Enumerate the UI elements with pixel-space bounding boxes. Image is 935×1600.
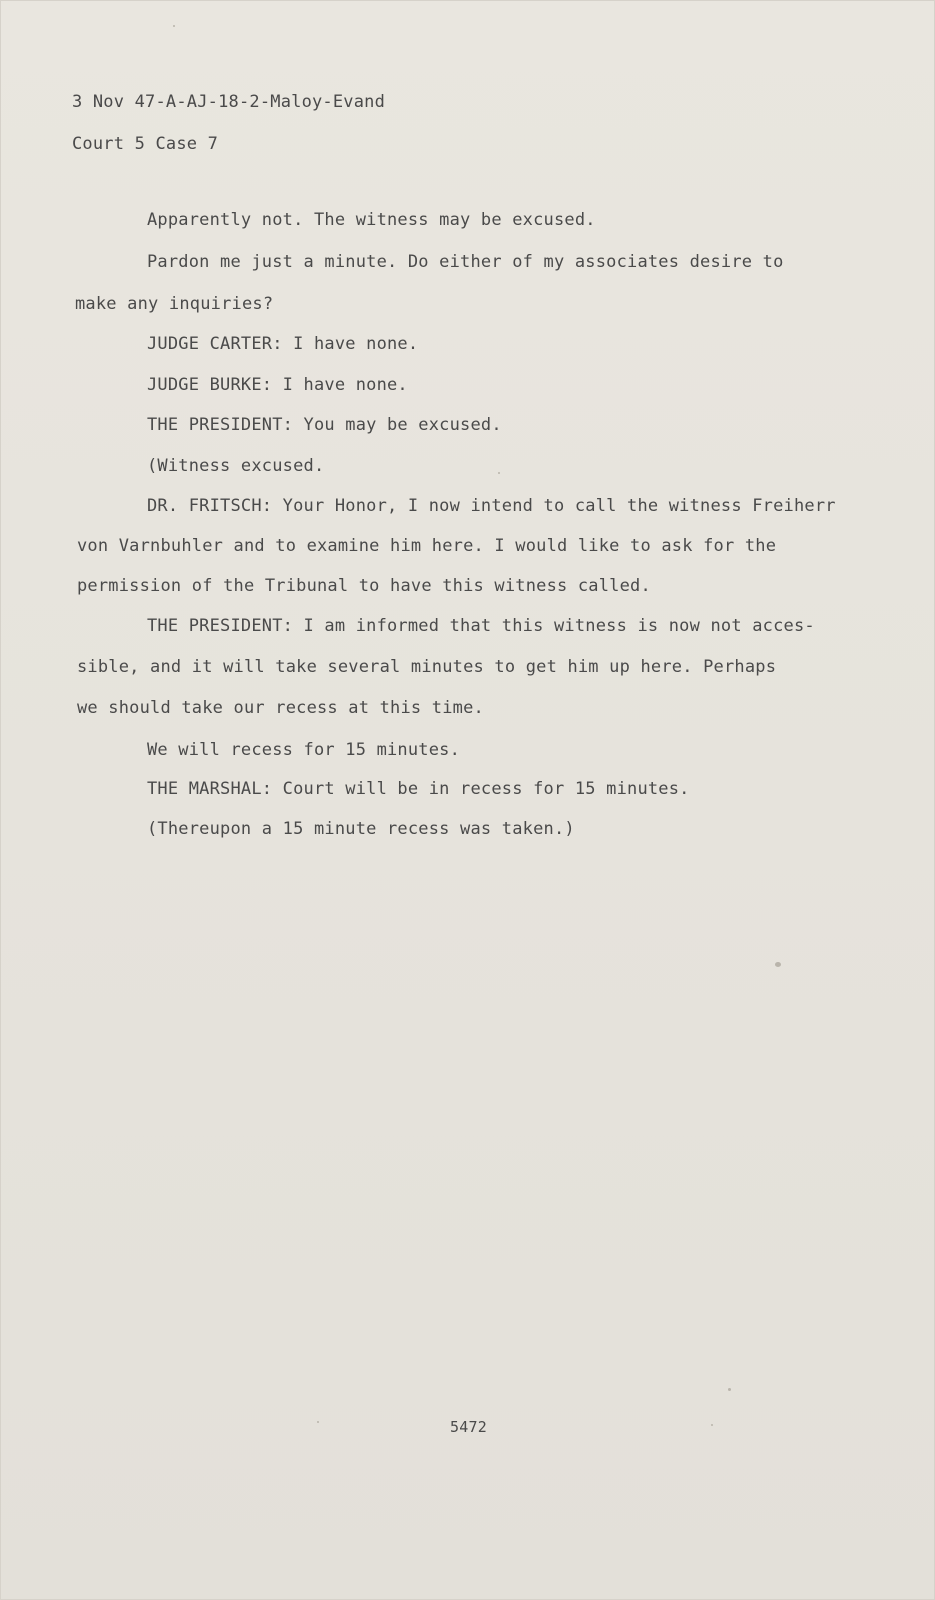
paper-speck [711,1424,713,1426]
paper-speck [728,1388,731,1391]
transcript-line: Pardon me just a minute. Do either of my associates desire to [147,252,784,272]
page-number: 5472 [450,1418,487,1436]
transcript-line: THE MARSHAL: Court will be in recess for 15 minutes. [147,779,690,799]
transcript-line: We will recess for 15 minutes. [147,740,461,760]
transcript-line: we should take our recess at this time. [77,698,484,718]
transcript-line: (Thereupon a 15 minute recess was taken.) [147,819,575,839]
header-reference: 3 Nov 47-A-AJ-18-2-Maloy-Evand [72,92,386,112]
header-court-case: Court 5 Case 7 [72,134,219,154]
transcript-line: DR. FRITSCH: Your Honor, I now intend to call the witness Freiherr [147,496,836,516]
transcript-line: THE PRESIDENT: I am informed that this witness is now not acces- [147,616,815,636]
paper-speck [173,25,175,27]
transcript-line: (Witness excused. [147,456,325,476]
transcript-line: sible, and it will take several minutes to get him up here. Perhaps [77,657,777,677]
transcript-line: THE PRESIDENT: You may be excused. [147,415,502,435]
transcript-line: JUDGE CARTER: I have none. [147,334,419,354]
paper-speck [317,1421,319,1423]
paper-speck [775,962,781,967]
transcript-line: permission of the Tribunal to have this witness called. [77,576,651,596]
transcript-line: make any inquiries? [75,294,274,314]
transcript-line: von Varnbuhler and to examine him here. I would like to ask for the [77,536,777,556]
transcript-line: JUDGE BURKE: I have none. [147,375,408,395]
paper-speck [498,472,500,474]
transcript-line: Apparently not. The witness may be excused. [147,210,596,230]
